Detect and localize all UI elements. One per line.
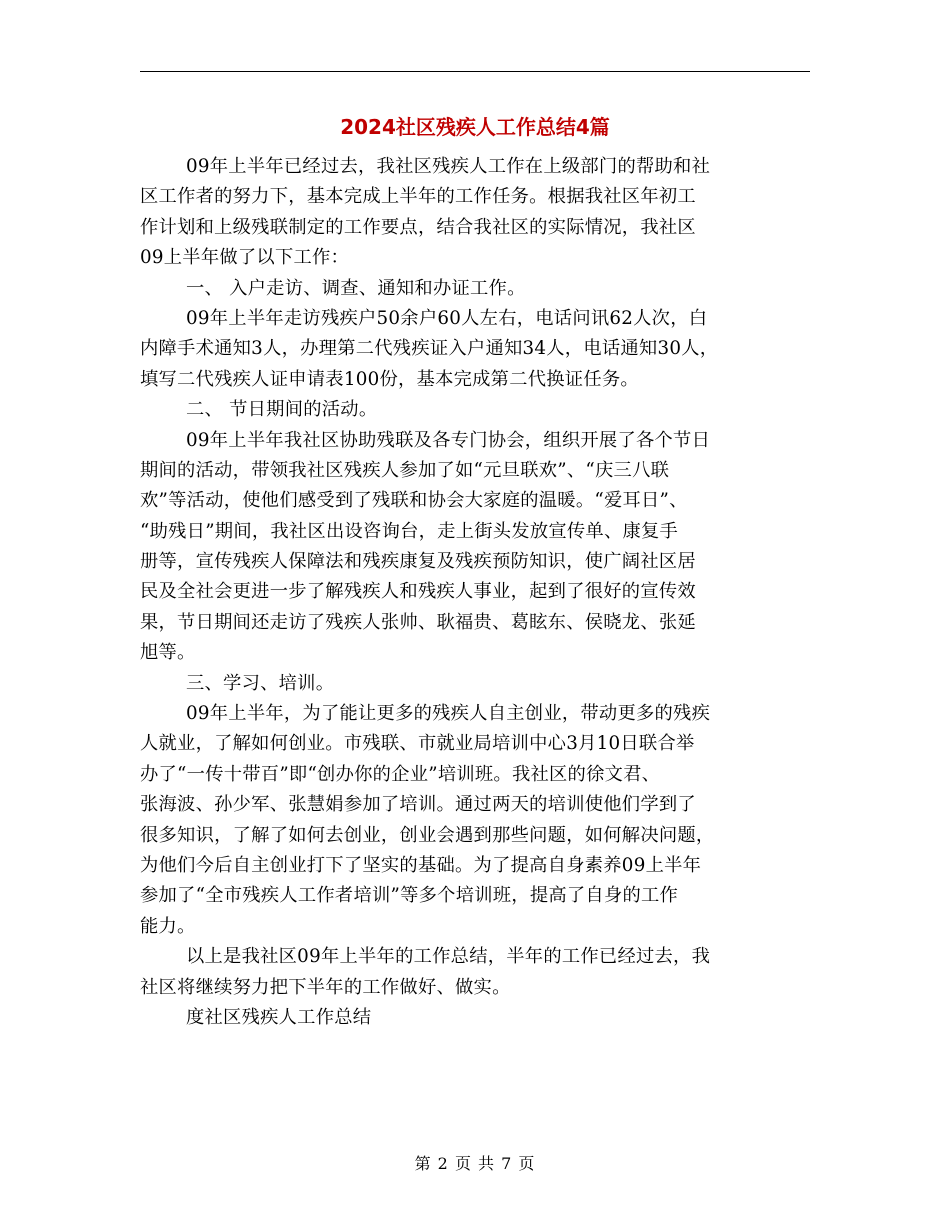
- text-line: 社区将继续努力把下半年的工作做好、做实。: [140, 976, 511, 998]
- text-line: 果，节日期间还走访了残疾人张帅、耿福贵、葛眩东、侯晓龙、张延: [140, 611, 696, 633]
- text-line: “助残日”期间，我社区出设咨询台，走上街头发放宣传单、康复手: [140, 520, 679, 542]
- text-line: 09上半年做了以下工作：: [140, 247, 350, 269]
- text-line: 09年上半年我社区协助残联及各专门协会，组织开展了各个节日: [186, 429, 711, 451]
- text-line: 参加了“全市残疾人工作者培训”等多个培训班，提高了自身的工作: [140, 885, 679, 907]
- text-line: 很多知识，了解了如何去创业，创业会遇到那些问题，如何解决问题，: [140, 824, 715, 846]
- text-line: 册等，宣传残疾人保障法和残疾康复及残疾预防知识，使广阔社区居: [140, 551, 696, 573]
- text-line: 二、 节日期间的活动。: [186, 399, 378, 421]
- text-line: 09年上半年走访残疾户50余户60人左右，电话问讯62人次，白: [186, 307, 708, 329]
- text-line: 度社区残疾人工作总结: [186, 1006, 372, 1028]
- text-line: 三、学习、培训。: [186, 672, 335, 694]
- page-number: 第 2 页 共 7 页: [414, 1154, 536, 1173]
- text-line: 一、 入户走访、调查、通知和办证工作。: [186, 277, 526, 299]
- document-title: 2024社区残疾人工作总结4篇: [340, 115, 610, 139]
- document-body: [140, 152, 810, 1033]
- text-line: 能力。: [140, 915, 196, 937]
- text-line: 期间的活动，带领我社区残疾人参加了如“元旦联欢”、“庆三八联: [140, 459, 670, 481]
- text-line: 作计划和上级残联制定的工作要点，结合我社区的实际情况，我社区: [140, 216, 696, 238]
- text-line: 张海波、孙少军、张慧娟参加了培训。通过两天的培训使他们学到了: [140, 794, 696, 816]
- text-line: 填写二代残疾人证申请表100份，基本完成第二代换证任务。: [140, 368, 639, 390]
- text-line: 区工作者的努力下，基本完成上半年的工作任务。根据我社区年初工: [140, 186, 696, 208]
- text-line: 内障手术通知3人，办理第二代残疾证入户通知34人，电话通知30人，: [140, 338, 719, 360]
- text-line: 人就业，了解如何创业。市残联、市就业局培训中心3月10日联合举: [140, 733, 695, 755]
- text-line: 09年上半年，为了能让更多的残疾人自主创业，带动更多的残疾: [186, 703, 711, 725]
- text-line: 以上是我社区09年上半年的工作总结，半年的工作已经过去，我: [186, 946, 711, 968]
- header-rule: [140, 71, 810, 72]
- text-line: 09年上半年已经过去，我社区残疾人工作在上级部门的帮助和社: [186, 156, 711, 177]
- text-line: 为他们今后自主创业打下了坚实的基础。为了提高自身素养09上半年: [140, 854, 702, 876]
- text-line: 民及全社会更进一步了解残疾人和残疾人事业，起到了很好的宣传效: [140, 581, 696, 603]
- text-line: 旭等。: [140, 642, 196, 664]
- text-line: 办了“一传十带百”即“创办你的企业”培训班。我社区的徐文君、: [140, 763, 661, 785]
- text-line: 欢”等活动，使他们感受到了残联和协会大家庭的温暖。“爱耳日”、: [140, 490, 688, 512]
